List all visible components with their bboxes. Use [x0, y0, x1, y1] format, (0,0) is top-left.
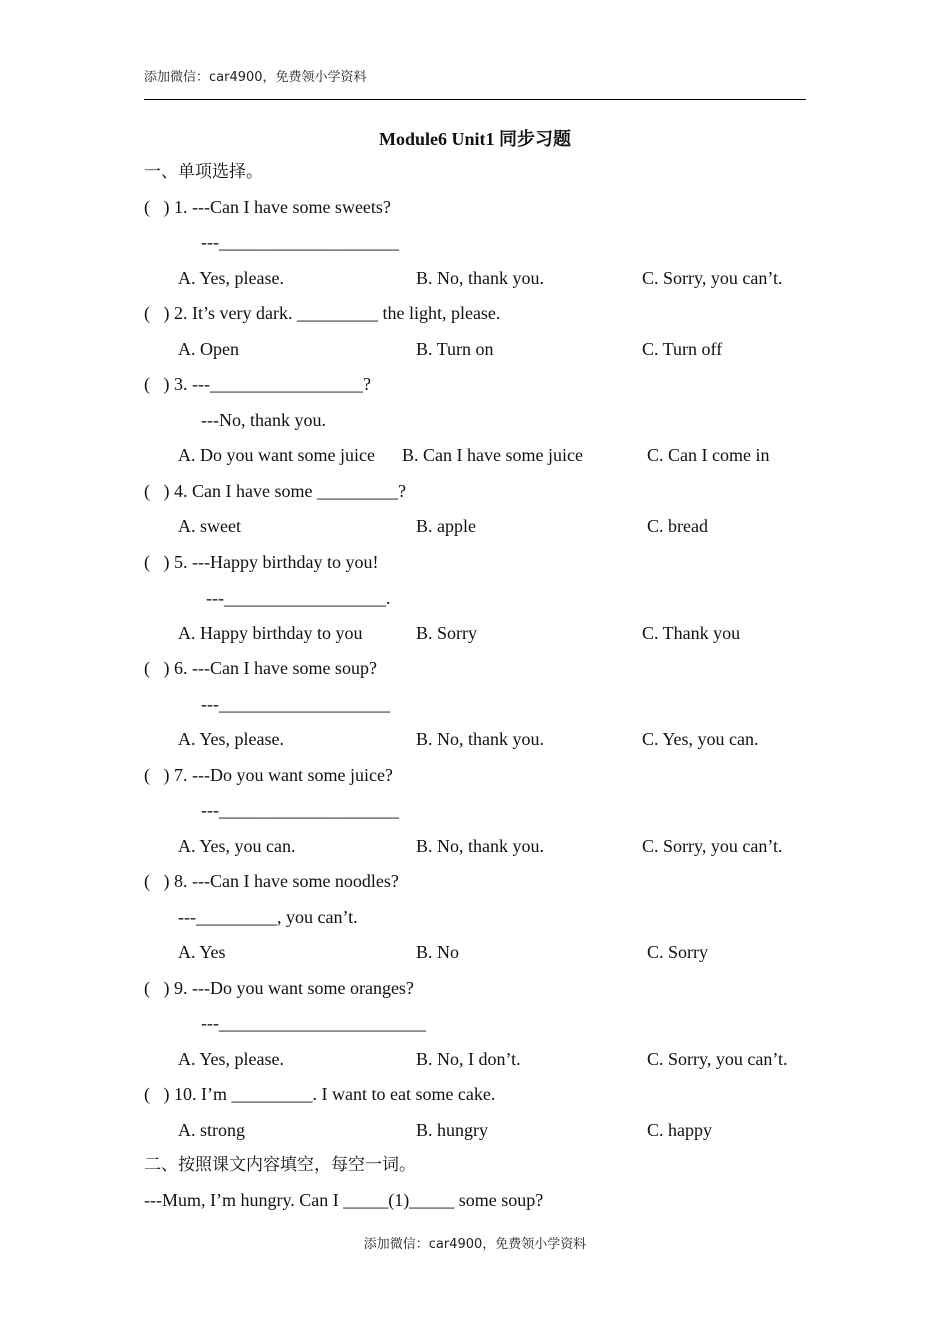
question-9-stem: ( ) 9. ---Do you want some oranges? [144, 978, 414, 998]
question-4-option-a: A. sweet [178, 516, 241, 536]
question-4-option-b: B. apple [416, 516, 476, 536]
question-5-answer-blank: ---__________________. [206, 588, 391, 608]
question-8-stem: ( ) 8. ---Can I have some noodles? [144, 871, 399, 891]
question-1-option-b: B. No, thank you. [416, 268, 544, 288]
question-2-option-c: C. Turn off [642, 339, 723, 359]
question-9-option-c: C. Sorry, you can’t. [647, 1049, 788, 1069]
question-3-answer: ---No, thank you. [201, 410, 326, 430]
question-6-answer-blank: ---___________________ [201, 694, 390, 714]
question-3-option-c: C. Can I come in [647, 445, 770, 465]
question-8-answer: ---_________, you can’t. [178, 907, 358, 927]
question-6-option-c: C. Yes, you can. [642, 729, 759, 749]
section-2-heading: 二、按照课文内容填空，每空一词。 [144, 1155, 416, 1175]
question-9-answer-blank: ---_______________________ [201, 1013, 426, 1033]
question-10-option-b: B. hungry [416, 1120, 488, 1140]
question-4-option-c: C. bread [647, 516, 708, 536]
question-3-option-b: B. Can I have some juice [402, 445, 583, 465]
question-9-option-b: B. No, I don’t. [416, 1049, 521, 1069]
section-1-heading: 一、单项选择。 [144, 162, 263, 182]
question-10-stem: ( ) 10. I’m _________. I want to eat some cake. [144, 1084, 496, 1104]
question-1-stem: ( ) 1. ---Can I have some sweets? [144, 197, 391, 217]
question-1-option-a: A. Yes, please. [178, 268, 284, 288]
question-6-option-b: B. No, thank you. [416, 729, 544, 749]
question-7-option-b: B. No, thank you. [416, 836, 544, 856]
question-6-stem: ( ) 6. ---Can I have some soup? [144, 658, 377, 678]
question-5-option-c: C. Thank you [642, 623, 741, 643]
page-footer: 添加微信：car4900，免费领小学资料 [363, 1237, 587, 1252]
question-10-option-a: A. strong [178, 1120, 245, 1140]
question-8-option-b: B. No [416, 942, 460, 962]
question-5-stem: ( ) 5. ---Happy birthday to you! [144, 552, 379, 572]
question-7-option-a: A. Yes, you can. [178, 836, 296, 856]
question-10-option-c: C. happy [647, 1120, 712, 1140]
question-5-option-b: B. Sorry [416, 623, 478, 643]
question-4-stem: ( ) 4. Can I have some _________? [144, 481, 406, 501]
document-title: Module6 Unit1 同步习题 [378, 129, 571, 149]
question-7-option-c: C. Sorry, you can’t. [642, 836, 783, 856]
section-2-line-1: ---Mum, I’m hungry. Can I _____(1)_____ some soup? [144, 1190, 544, 1210]
question-3-option-a: A. Do you want some juice [178, 445, 375, 465]
question-7-stem: ( ) 7. ---Do you want some juice? [144, 765, 393, 785]
question-9-option-a: A. Yes, please. [178, 1049, 284, 1069]
question-8-option-a: A. Yes [178, 942, 226, 962]
question-7-answer-blank: ---____________________ [201, 800, 399, 820]
question-2-option-b: B. Turn on [416, 339, 494, 359]
question-3-stem: ( ) 3. ---_________________? [144, 374, 371, 394]
question-5-option-a: A. Happy birthday to you [178, 623, 363, 643]
question-2-option-a: A. Open [178, 339, 239, 359]
question-1-option-c: C. Sorry, you can’t. [642, 268, 783, 288]
header-text: 添加微信：car4900，免费领小学资料 [144, 70, 367, 85]
header-divider [144, 99, 806, 100]
question-6-option-a: A. Yes, please. [178, 729, 284, 749]
question-2-stem: ( ) 2. It’s very dark. _________ the light, please. [144, 303, 501, 323]
question-1-answer-blank: ---____________________ [201, 232, 399, 252]
question-8-option-c: C. Sorry [647, 942, 709, 962]
